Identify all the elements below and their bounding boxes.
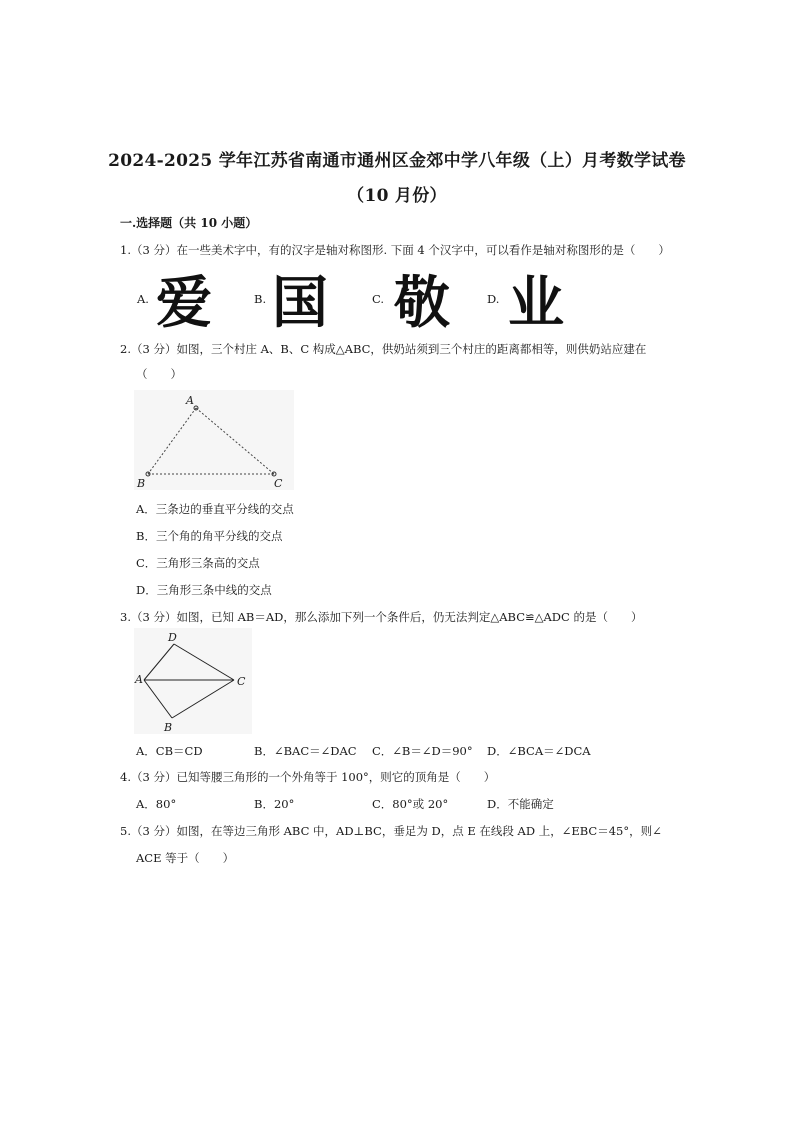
q2-option-c: C．三角形三条高的交点: [136, 556, 260, 570]
document-title: 2024-2025 学年江苏省南通市通州区金郊中学八年级（上）月考数学试卷: [108, 151, 686, 171]
q3-label-b: B: [164, 721, 173, 734]
question-5-text-cont: ACE 等于（ ）: [136, 851, 235, 865]
q2-label-b: B: [137, 477, 146, 490]
section-header: 一.选择题（共 10 小题）: [120, 216, 258, 230]
q3-label-d: D: [168, 631, 177, 644]
q1-option-d-char: 业: [508, 271, 564, 336]
q3-option-c: C．∠B＝∠D＝90°: [372, 744, 473, 758]
q1-option-c-char: 敬: [394, 271, 450, 336]
q3-label-a: A: [135, 673, 143, 686]
q3-option-b: B．∠BAC＝∠DAC: [254, 744, 357, 758]
q4-option-a: A．80°: [136, 797, 177, 811]
q3-option-a: A．CB＝CD: [136, 744, 203, 758]
q1-option-c-label: C.: [372, 292, 385, 306]
question-4-text: 4.（3 分）已知等腰三角形的一个外角等于 100°，则它的顶角是（ ）: [120, 770, 496, 784]
q2-option-a: A．三条边的垂直平分线的交点: [136, 502, 294, 516]
question-2-text-cont: （ ）: [136, 367, 182, 381]
document-subtitle: （10 月份）: [347, 186, 447, 206]
q2-option-d: D．三角形三条中线的交点: [136, 583, 272, 597]
q2-triangle-figure: [134, 390, 294, 494]
question-2-text: 2.（3 分）如图，三个村庄 A、B、C 构成△ABC，供奶站须到三个村庄的距离都相等，则供奶站应建在: [120, 342, 647, 356]
q3-label-c: C: [237, 675, 246, 688]
q1-option-d-label: D.: [487, 292, 500, 306]
question-1-text: 1.（3 分）在一些美术字中，有的汉字是轴对称图形. 下面 4 个汉字中，可以看作是轴对称图形的是（ ）: [120, 243, 670, 257]
q4-option-c: C．80°或 20°: [372, 797, 449, 811]
q3-option-d: D．∠BCA＝∠DCA: [487, 744, 591, 758]
question-5-text: 5.（3 分）如图，在等边三角形 ABC 中，AD⊥BC，垂足为 D，点 E 在线段 AD 上，∠EBC＝45°，则∠: [120, 824, 662, 838]
q1-option-b-char: 国: [272, 271, 328, 336]
q2-option-b: B．三个角的角平分线的交点: [136, 529, 283, 543]
q4-option-d: D．不能确定: [487, 797, 554, 811]
q2-label-a: A: [186, 394, 194, 407]
question-3-text: 3.（3 分）如图，已知 AB＝AD，那么添加下列一个条件后，仍无法判定△ABC≌△ADC 的是（ ）: [120, 610, 643, 624]
q1-option-a-char: 爱: [156, 271, 212, 336]
q1-option-b-label: B.: [254, 292, 267, 306]
q1-option-a-label: A.: [137, 292, 149, 306]
q2-label-c: C: [274, 477, 283, 490]
q4-option-b: B．20°: [254, 797, 295, 811]
q3-kite-figure: [134, 628, 252, 738]
